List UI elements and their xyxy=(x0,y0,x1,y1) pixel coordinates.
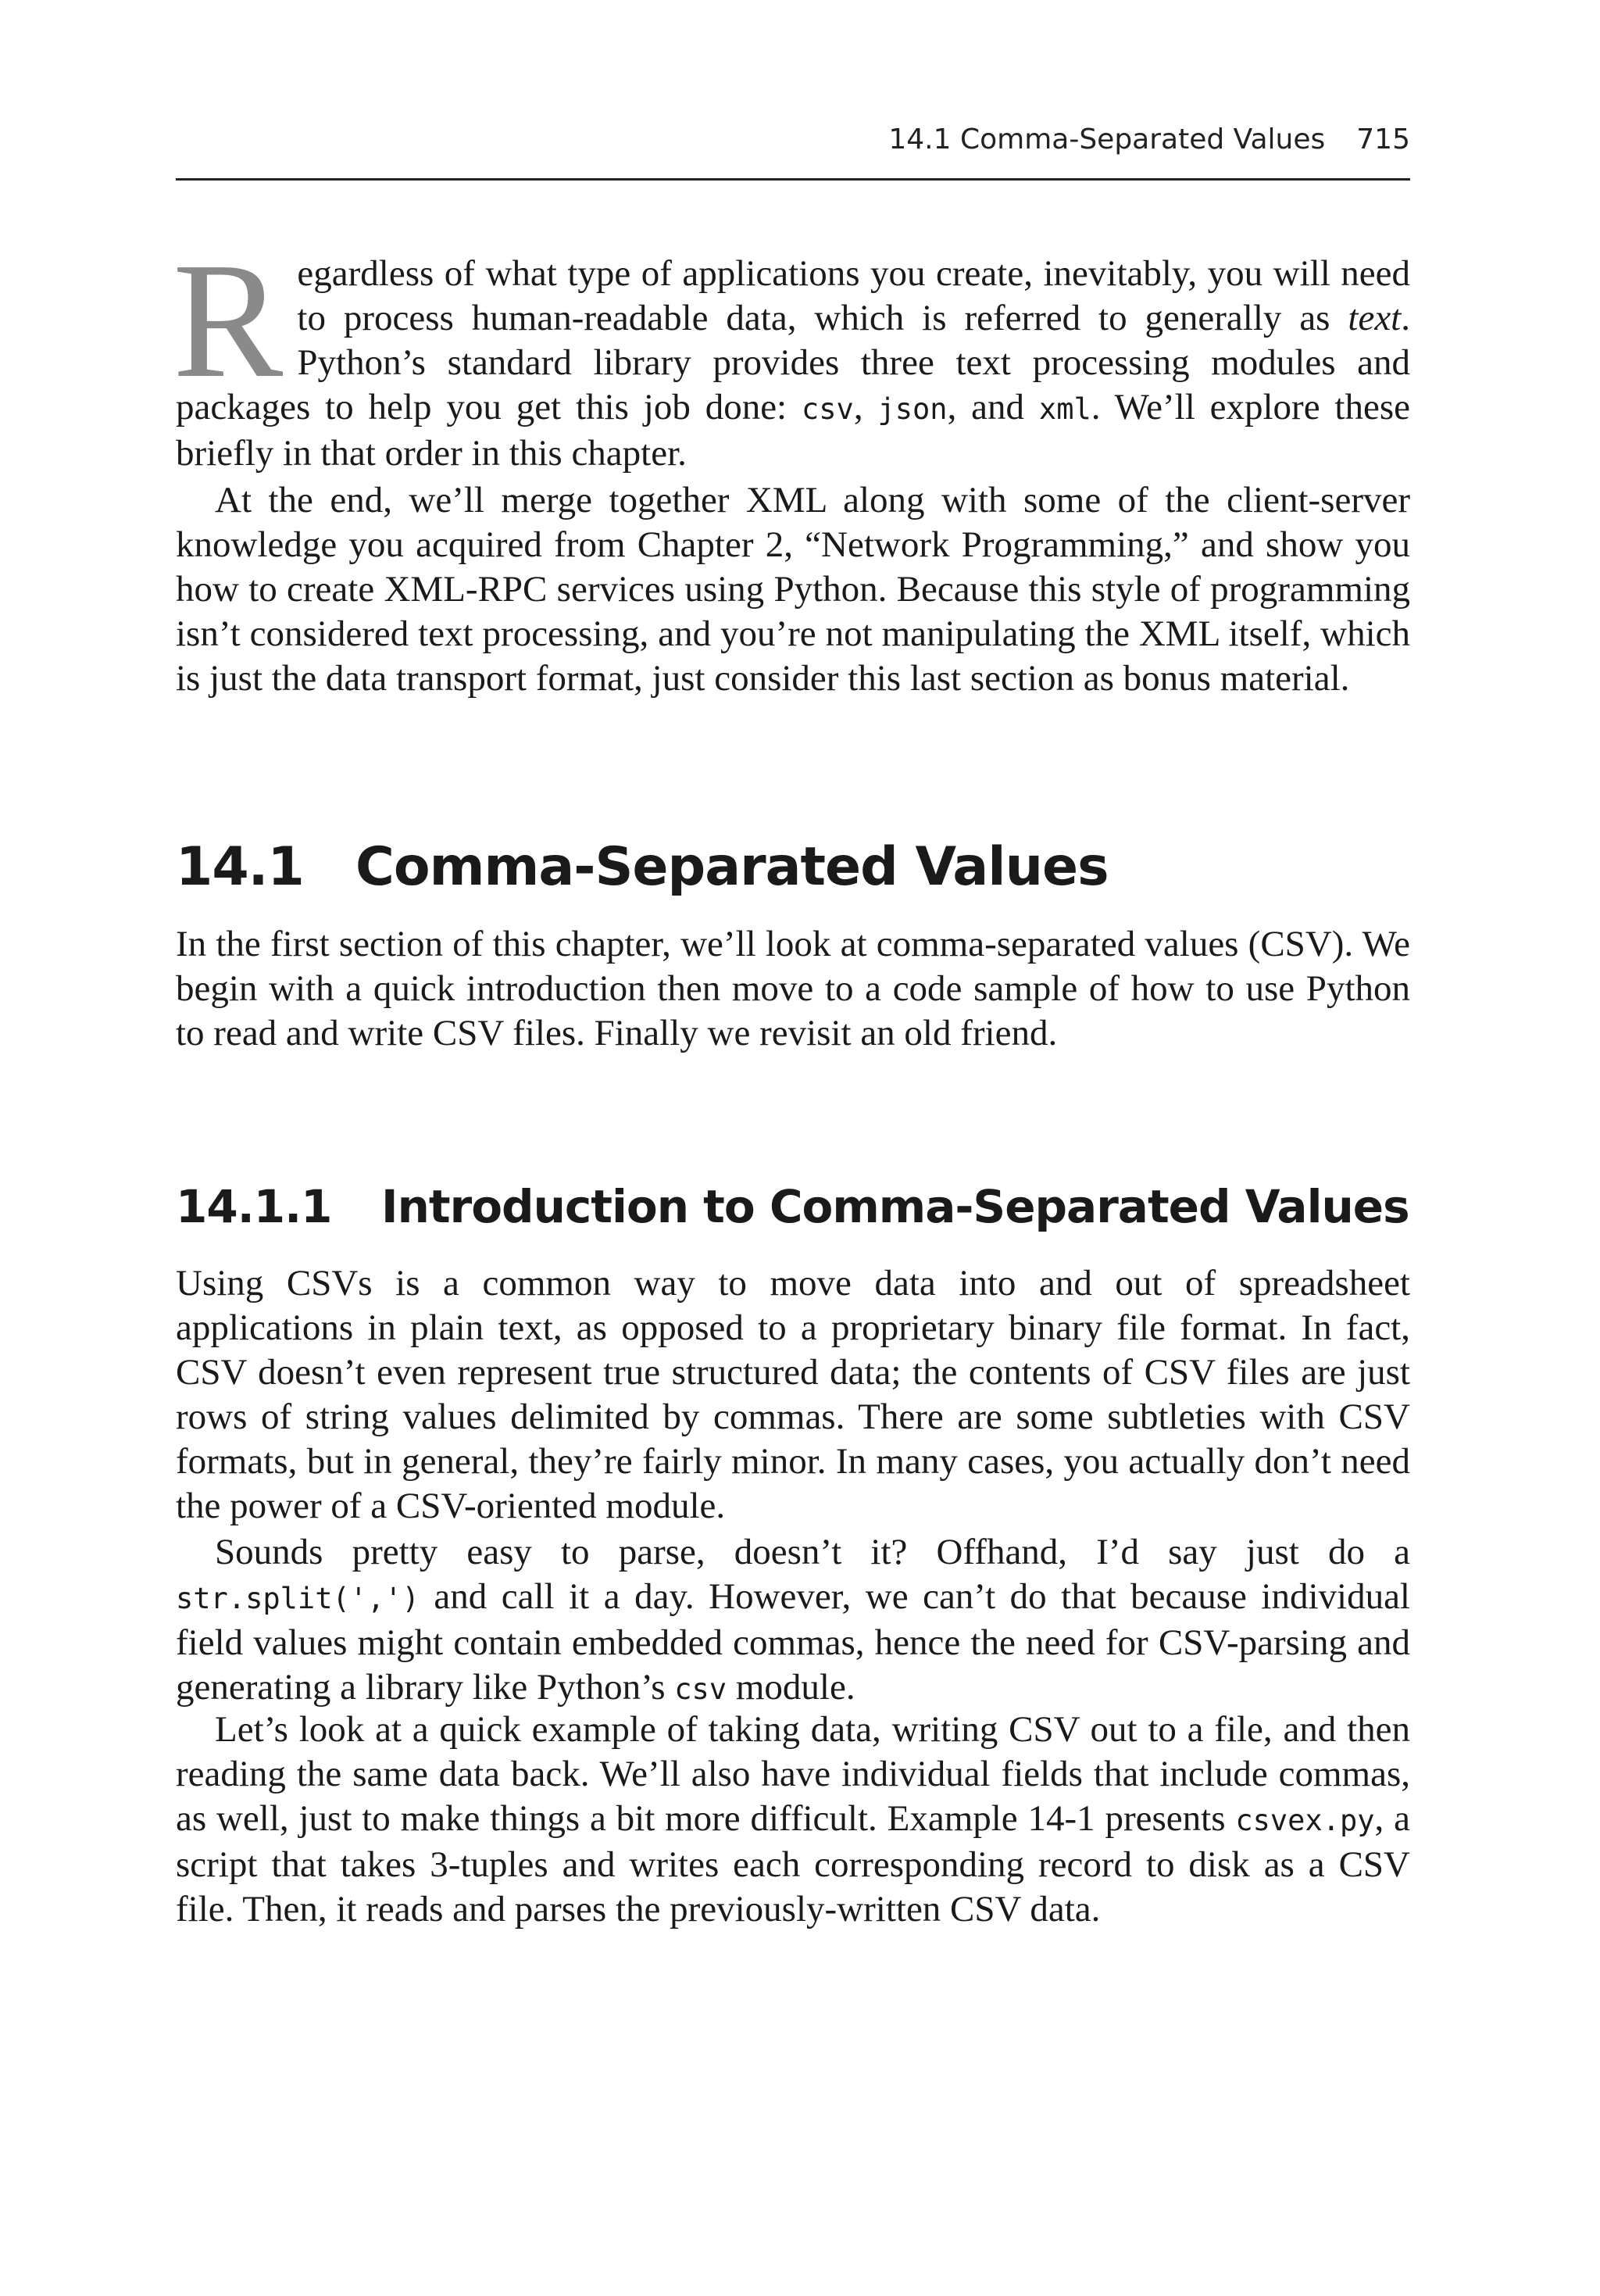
subsection-title: Introduction to Comma-Separated Values xyxy=(381,1180,1409,1233)
header-rule xyxy=(176,178,1410,181)
intro-text-a: egardless of what type of applications you create, inevitably, you will need to process human-readable data, which is referred to generally as xyxy=(297,253,1410,338)
p3-text-a: Let’s look at a quick example of taking data, writing CSV out to a file, and then reading the same data back. We’ll also have individual fields that include commas, as well, just to make things a bit more difficult. Example 14-1 presents xyxy=(176,1709,1410,1839)
subsection-number: 14.1.1 xyxy=(176,1180,332,1233)
running-header xyxy=(888,123,1410,156)
intro-emphasis: text xyxy=(1348,298,1402,338)
code-json: json xyxy=(877,392,948,426)
intro-paragraph xyxy=(173,228,1410,476)
section-heading xyxy=(176,836,1109,899)
page-number: 715 xyxy=(1356,123,1410,156)
p2-text-b: and call it a day. However, we can’t do that because individual field values might contain embedded commas, hence the need for CSV-parsing and generating a library like Python’s xyxy=(176,1576,1410,1708)
intro-text-b: . Python’s standard library provides three text processing modules and packages to help you get this job done: xyxy=(176,298,1410,427)
code-xml: xml xyxy=(1038,392,1091,426)
p2-text-a: Sounds pretty easy to parse, doesn’t it? Offhand, I’d say just do a xyxy=(215,1532,1410,1572)
section-number: 14.1 xyxy=(176,836,304,898)
intro-sep-2: , and xyxy=(947,387,1039,427)
code-csv: csv xyxy=(802,392,854,426)
code-csvex: csvex.py xyxy=(1235,1804,1375,1837)
drop-cap: R xyxy=(173,228,284,412)
intro-text-c: . We’ll explore these briefly in that order in this chapter. xyxy=(176,387,1410,474)
section-title: Comma-Separated Values xyxy=(355,836,1109,898)
subsection-heading xyxy=(176,1178,1409,1235)
section-paragraph: In the first section of this chapter, we’ll look at comma-separated values (CSV). We begin with a quick introduction then move to a code sample of how to use Python to read and write CSV files. Finally we revisit an old friend. xyxy=(176,924,1410,1053)
subsection-paragraph-3 xyxy=(176,1708,1410,1932)
code-str-split: str.split(',') xyxy=(176,1582,420,1615)
code-csv-module: csv xyxy=(674,1672,727,1706)
p3-text-b: , a script that takes 3-tuples and writes each corresponding record to disk as a CSV file. Then, it reads and parses the previously-written CSV data. xyxy=(176,1798,1410,1929)
intro-sep-1: , xyxy=(853,387,878,427)
intro-paragraph-2: At the end, we’ll merge together XML along with some of the client-server knowledge you acquired from Chapter 2, “Network Programming,” and show you how to create XML-RPC services using Python. Because this style of programming isn’t considered text processing, and you’re not manipulating the XML itself, which is just the data transport format, just consider this last section as bonus material. xyxy=(176,480,1410,699)
header-section-title: 14.1 Comma-Separated Values xyxy=(888,123,1326,156)
subsection-paragraph-2 xyxy=(176,1530,1410,1711)
subsection-paragraph-1: Using CSVs is a common way to move data into and out of spreadsheet applications in plain text, as opposed to a proprietary binary file format. In fact, CSV doesn’t even represent true structured data; the contents of CSV files are just rows of string values delimited by commas. There are some subtleties with CSV formats, but in general, they’re fairly minor. In many cases, you actually don’t need the power of a CSV-oriented module. xyxy=(176,1263,1410,1526)
p2-text-c: module. xyxy=(727,1667,855,1708)
